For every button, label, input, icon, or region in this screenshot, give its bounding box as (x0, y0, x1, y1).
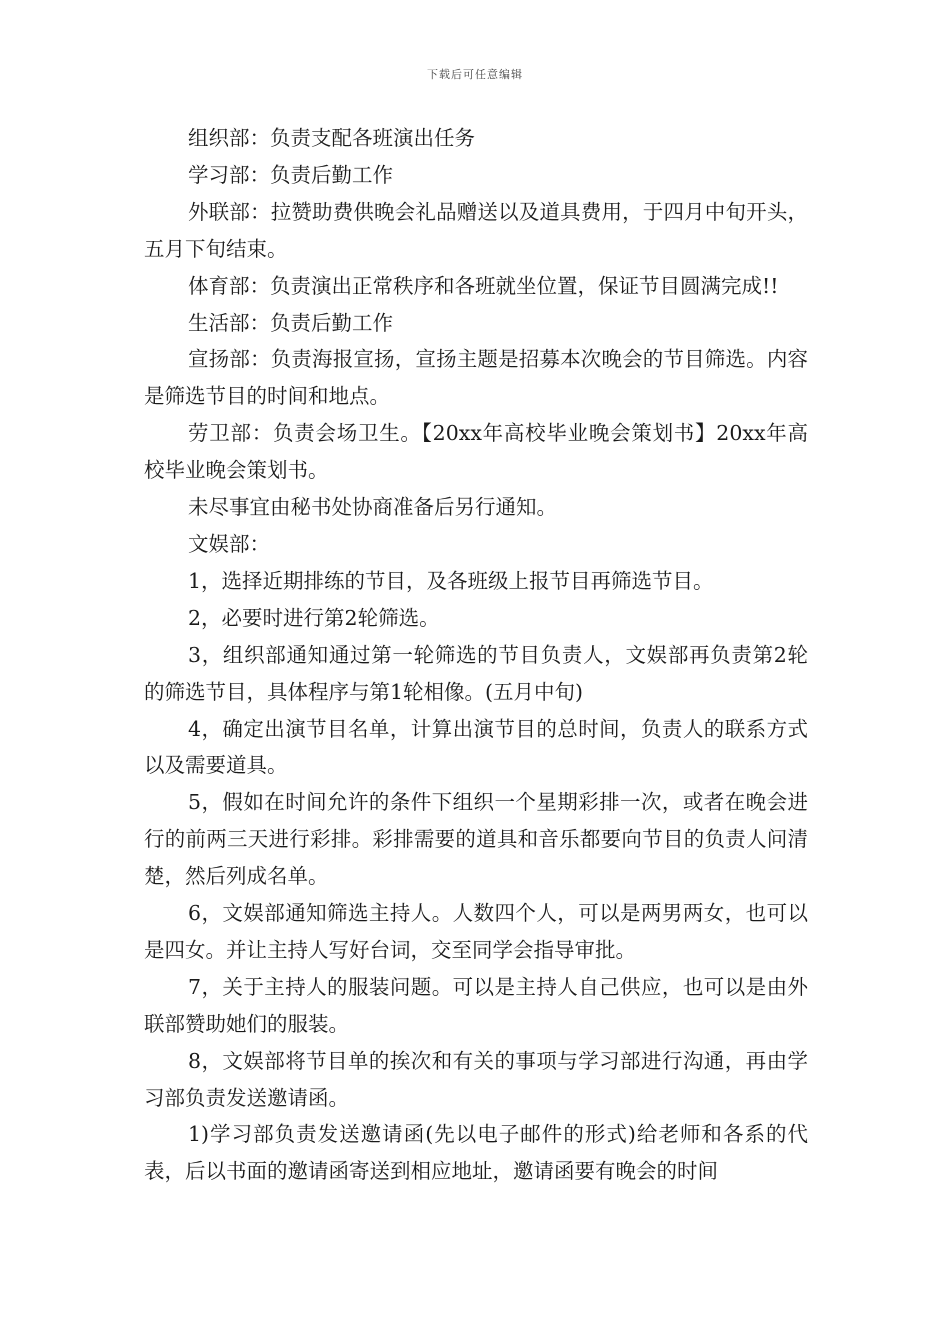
list-item-1: 1，选择近期排练的节目，及各班级上报节目再筛选节目。 (188, 568, 714, 593)
list-item-7: 7，关于主持人的服装问题。可以是主持人自己供应，也可以是由外联部赞助她们的服装。 (144, 974, 808, 1036)
paragraph-sports-dept: 体育部：负责演出正常秩序和各班就坐位置，保证节目圆满完成!! (188, 273, 779, 298)
sub-item-1: 1)学习部负责发送邀请函(先以电子邮件的形式)给老师和各系的代表，后以书面的邀请函寄送到相应地址，邀请函要有晚会的时间 (144, 1122, 808, 1184)
paragraph-labor-dept: 劳卫部：负责会场卫生。【20xx年高校毕业晚会策划书】20xx年高校毕业晚会策划书。 (144, 421, 808, 483)
paragraph-publicity-dept: 宣扬部：负责海报宣扬，宣扬主题是招募本次晚会的节目筛选。内容是筛选节目的时间和地点。 (144, 347, 808, 409)
page-header: 下载后可任意编辑 (427, 68, 523, 81)
list-item-2: 2，必要时进行第2轮筛选。 (188, 605, 440, 630)
paragraph-external-dept: 外联部：拉赞助费供晚会礼品赠送以及道具费用，于四月中旬开头，五月下旬结束。 (144, 199, 808, 261)
paragraph-life-dept: 生活部：负责后勤工作 (188, 310, 393, 335)
paragraph-entertainment-dept: 文娱部： (188, 531, 270, 556)
paragraph-study-dept: 学习部：负责后勤工作 (188, 162, 393, 187)
paragraph-organization-dept: 组织部：负责支配各班演出任务 (188, 126, 475, 150)
list-item-4: 4，确定出演节目名单，计算出演节目的总时间，负责人的联系方式以及需要道具。 (144, 716, 808, 778)
list-item-5: 5，假如在时间允许的条件下组织一个星期彩排一次，或者在晚会进行的前两三天进行彩排。彩排需要的道具和音乐都要向节目的负责人问清楚，然后列成名单。 (144, 790, 808, 889)
paragraph-notice: 未尽事宜由秘书处协商准备后另行通知。 (188, 495, 557, 520)
list-item-8: 8，文娱部将节目单的挨次和有关的事项与学习部进行沟通，再由学习部负责发送邀请函。 (144, 1048, 808, 1110)
list-item-6: 6，文娱部通知筛选主持人。人数四个人，可以是两男两女，也可以是四女。并让主持人写好台词，交至同学会指导审批。 (144, 901, 808, 962)
document-body (144, 120, 808, 1190)
list-item-3: 3，组织部通知通过第一轮筛选的节目负责人，文娱部再负责第2轮的筛选节目，具体程序与第1轮相像。(五月中旬) (144, 642, 808, 704)
